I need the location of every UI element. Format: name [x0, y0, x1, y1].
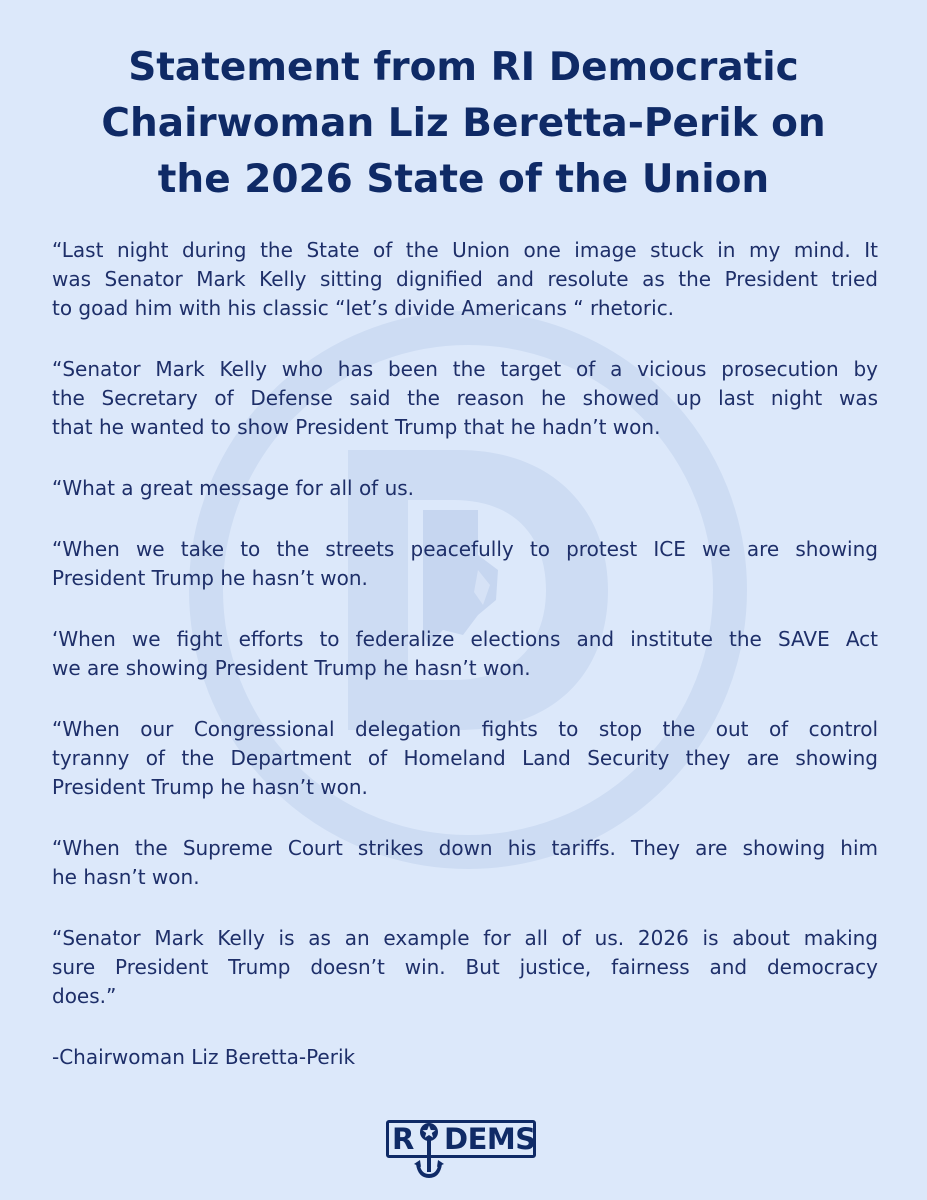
paragraph-line: that he wanted to show President Trump that he hadn’t won. [52, 415, 661, 439]
paragraph-line: “Last night during the State of the Union one image stuck in my mind. It [52, 238, 878, 262]
signature: -Chairwoman Liz Beretta-Perik [52, 1045, 356, 1069]
paragraph-line: we are showing President Trump he hasn’t won. [52, 656, 531, 680]
anchor-star-icon [412, 1120, 446, 1182]
paragraph-line: “What a great message for all of us. [52, 476, 415, 500]
logo-text-r: R [392, 1122, 415, 1156]
paragraph-line: sure President Trump doesn’t win. But justice, fairness and democracy [52, 955, 878, 979]
statement-paragraph-8 [52, 924, 878, 1011]
title-line-2: Chairwoman Liz Beretta-Perik on [101, 101, 826, 146]
statement-paragraph-5 [52, 625, 878, 683]
paragraph-line: “Senator Mark Kelly is as an example for all of us. 2026 is about making [52, 926, 878, 950]
title-line-1: Statement from RI Democratic [128, 45, 799, 90]
paragraph-line: the Secretary of Defense said the reason he showed up last night was [52, 386, 878, 410]
paragraph-line: President Trump he hasn’t won. [52, 775, 368, 799]
paragraph-line: he hasn’t won. [52, 865, 200, 889]
statement-paragraph-4 [52, 535, 878, 593]
paragraph-line: “When the Supreme Court strikes down his tariffs. They are showing him [52, 836, 878, 860]
paragraph-line: “When our Congressional delegation fights to stop the out of control [52, 717, 878, 741]
paragraph-line: tyranny of the Department of Homeland Land Security they are showing [52, 746, 878, 770]
statement-paragraph-7 [52, 834, 878, 892]
page-title [20, 40, 907, 208]
paragraph-line: was Senator Mark Kelly sitting dignified and resolute as the President tried [52, 267, 878, 291]
statement-paragraph-2 [52, 355, 878, 442]
paragraph-line: does.” [52, 984, 117, 1008]
title-line-3: the 2026 State of the Union [157, 157, 770, 202]
paragraph-line: ‘When we fight efforts to federalize elections and institute the SAVE Act [52, 627, 878, 651]
statement-paragraph-1 [52, 236, 878, 323]
paragraph-line: “Senator Mark Kelly who has been the target of a vicious prosecution by [52, 357, 878, 381]
statement-body [52, 236, 878, 1072]
paragraph-line: President Trump he hasn’t won. [52, 566, 368, 590]
ri-dems-logo [384, 1118, 544, 1182]
statement-paragraph-6 [52, 715, 878, 802]
paragraph-line: “When we take to the streets peacefully to protest ICE we are showing [52, 537, 878, 561]
statement-paragraph-3 [52, 474, 878, 503]
paragraph-line: to goad him with his classic “let’s divide Americans “ rhetoric. [52, 296, 675, 320]
logo-text-dems: DEMS [444, 1122, 536, 1156]
